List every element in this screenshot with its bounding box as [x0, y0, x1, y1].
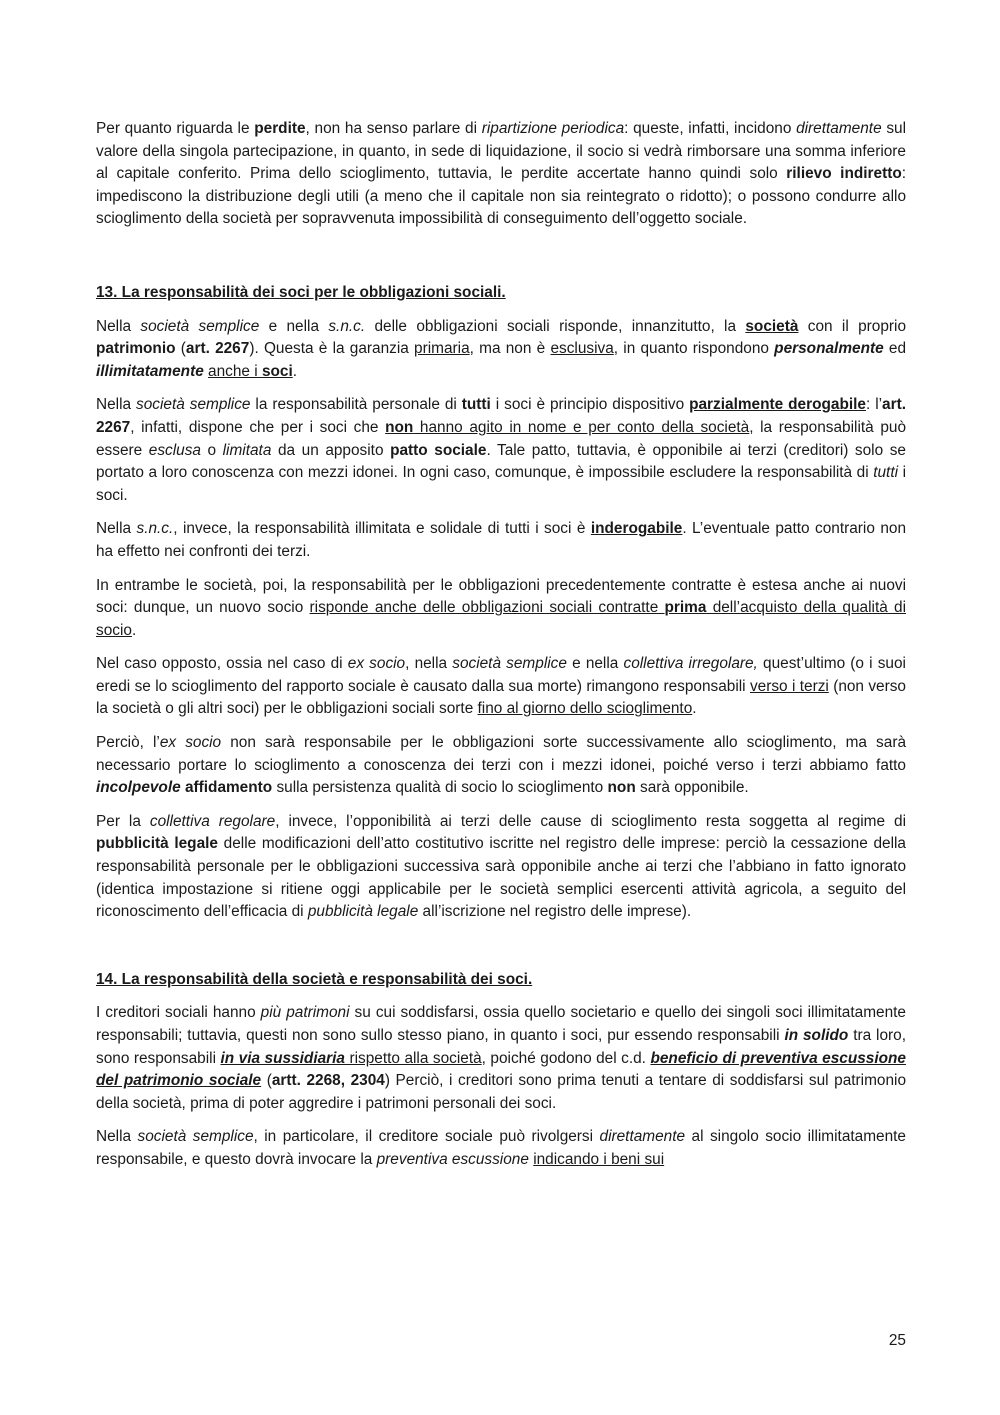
text-run: (	[175, 340, 186, 358]
text-run: sulla persistenza qualità di socio lo scioglimento	[272, 779, 608, 797]
text-run: anche i	[208, 362, 262, 380]
text-run: e nella	[566, 655, 624, 673]
text-run: . L’eventuale patto contrario non ha effetto nei confronti dei terzi.	[96, 520, 906, 560]
text-run: rispetto alla società	[344, 1049, 482, 1067]
text-run: all’iscrizione nel registro delle imprese).	[418, 903, 692, 921]
text-run: patto sociale	[390, 441, 487, 459]
text-run: pubblicità legale	[307, 903, 419, 921]
paragraph-ex-socio	[96, 653, 906, 721]
section-gap	[96, 242, 906, 282]
text-run: indicando i beni sui	[533, 1150, 665, 1168]
text-run: rilievo indiretto	[786, 165, 902, 183]
text-run: perdite	[254, 120, 306, 137]
text-run: Per la	[96, 812, 150, 830]
paragraph-nuovi-soci	[96, 575, 906, 643]
text-run: , invece, la responsabilità illimitata e solidale di tutti i soci è	[173, 520, 591, 538]
text-run: . Tale patto, tuttavia, è opponibile ai terzi (creditori) solo se portato a loro conoscenza con mezzi idonei. In ogni caso, comunque, è impossibile escludere la responsabilità di	[96, 441, 906, 482]
text-run: soci	[261, 362, 293, 380]
text-run: esclusiva	[550, 340, 614, 358]
text-run: ). Questa è la garanzia	[249, 340, 415, 358]
text-run: sarà opponibile.	[635, 779, 749, 797]
text-run: limitata	[222, 441, 272, 459]
text-run: Perciò, l’	[96, 734, 160, 752]
text-run: : impediscono la distribuzione degli utili (a meno che il capitale non sia reintegrato o ridotto); o possono condurre allo scioglimento della società per sopravvenuta impossibilità di conseguimento dell’oggetto sociale.	[96, 165, 906, 228]
text-run: da un apposito	[271, 441, 391, 459]
text-run: , in quanto rispondono	[613, 340, 775, 358]
text-run: , la responsabilità può essere	[96, 418, 906, 459]
text-run: Nella	[96, 396, 137, 414]
paragraph-collettiva-regolare	[96, 811, 906, 924]
text-run: Nella	[96, 1128, 138, 1146]
text-run: quest’ultimo (o i suoi eredi se lo scioglimento del rapporto sociale è causato dalla sua morte) rimangono responsabili	[96, 655, 906, 695]
text-run: Per quanto riguarda le	[96, 120, 255, 137]
text-run: la responsabilità personale di	[250, 396, 462, 414]
text-run: Nel caso opposto, ossia nel caso di	[96, 655, 348, 673]
text-run: primaria	[414, 340, 470, 358]
text-run: inderogabile	[590, 520, 683, 538]
text-run: esclusa	[148, 441, 201, 459]
text-run: illimitatamente	[96, 362, 204, 380]
text-run: delle obbligazioni sociali risponde, innanzitutto, la	[365, 317, 746, 335]
text-run: e nella	[259, 317, 329, 335]
text-run: ) Perciò, i creditori sono prima tenuti a tentare di soddisfarsi sul patrimonio della società, prima di poter aggredire i patrimoni personali dei soci.	[96, 1072, 907, 1112]
document-page	[96, 118, 906, 1183]
text-run: parzialmente derogabile	[689, 396, 866, 414]
text-run: .	[692, 700, 697, 718]
text-run: incolpevole	[96, 779, 181, 797]
paragraph-snc	[96, 518, 906, 563]
text-run: art. 2267	[96, 396, 906, 436]
text-run: ex socio	[347, 655, 406, 673]
text-run: collettiva regolare	[149, 812, 276, 830]
text-run: , invece, l’opponibilità ai terzi delle cause di scioglimento resta soggetta al regime di	[275, 812, 907, 830]
text-run: Nella	[96, 317, 141, 335]
text-run: tra loro, sono responsabili	[96, 1027, 906, 1067]
text-run: tutti	[461, 396, 491, 414]
text-run: I creditori sociali hanno	[96, 1004, 261, 1022]
text-run: : queste, infatti, incidono	[624, 120, 797, 137]
text-run: ripartizione periodica	[481, 120, 625, 137]
text-run: art. 2267	[185, 340, 250, 358]
text-run: i soci è principio dispositivo	[490, 396, 690, 414]
section-13-heading: 13. La responsabilità dei soci per le obbligazioni sociali.	[96, 283, 506, 301]
text-run: non	[385, 418, 414, 436]
text-run: dell’acquisto della qualità di socio	[96, 599, 907, 639]
text-run: fino al giorno dello scioglimento	[477, 700, 693, 718]
page-number: 25	[888, 1332, 906, 1349]
text-run: artt. 2268, 2304	[271, 1072, 385, 1090]
text-run: tutti	[873, 464, 899, 482]
text-run: in solido	[784, 1027, 849, 1044]
text-run: ed	[883, 340, 907, 358]
text-run: preventiva escussione	[376, 1150, 529, 1168]
text-run: , nella	[405, 655, 453, 673]
paragraph-creditori-sociali	[96, 1002, 906, 1115]
text-run: (	[261, 1072, 272, 1090]
paragraph-societa-semplice	[96, 394, 906, 507]
text-run: affidamento	[184, 779, 273, 797]
paragraph-preventiva-escussione	[96, 1126, 906, 1171]
text-run: Nella	[96, 520, 137, 538]
text-run: direttamente	[599, 1128, 686, 1146]
text-run: , non ha senso parlare di	[305, 120, 482, 137]
text-run: società	[745, 317, 799, 335]
text-run: personalmente	[774, 340, 884, 358]
text-run: al singolo socio illimitatamente responsabile, e questo dovrà invocare la	[96, 1128, 906, 1168]
text-run: in via sussidiaria	[220, 1049, 345, 1067]
text-run: beneficio di preventiva escussione del patrimonio sociale	[96, 1049, 906, 1090]
text-run: hanno agito in nome e per conto della società	[413, 418, 750, 436]
text-run: (non verso la società o gli altri soci) per le obbligazioni sociali sorte	[96, 677, 906, 718]
text-run: direttamente	[796, 120, 882, 137]
text-run: prima	[664, 599, 707, 617]
text-run: patrimonio	[96, 340, 176, 358]
text-run: società semplice	[140, 317, 260, 335]
text-run: su cui soddisfarsi, ossia quello societario e quello dei singoli soci illimitatamente responsabili; tuttavia, questi non sono sullo stesso piano, in quanto i soci, pur essendo responsabili	[96, 1004, 906, 1044]
text-run: con il proprio	[798, 317, 906, 335]
text-run: i soci.	[96, 464, 906, 504]
text-run: : l’	[865, 396, 883, 414]
text-run: , in particolare, il creditore sociale può rivolgersi	[253, 1128, 600, 1146]
text-run: ex socio	[159, 734, 222, 752]
section-14-heading: 14. La responsabilità della società e responsabilità dei soci.	[96, 970, 533, 988]
text-run: s.n.c.	[328, 317, 366, 335]
text-run: , infatti, dispone che per i soci che	[130, 418, 386, 436]
text-run: società semplice	[136, 396, 251, 414]
text-run: , ma non è	[469, 340, 551, 358]
paragraph-perdite	[96, 118, 906, 231]
paragraph-affidamento	[96, 732, 906, 800]
text-run: verso i terzi	[749, 677, 829, 695]
text-run: delle modificazioni dell’atto costitutivo iscritte nel registro delle imprese: perciò la cessazione della responsabilità personale per le obbligazioni successiva sarà opponibile anche ai terzi che l’abbiano in fatto ignorato (identica impostazione si ritiene oggi applicabile per le società semplici esercenti attività agricola, a seguito del riconoscimento dell’efficacia di	[96, 835, 906, 921]
text-run: o	[200, 441, 223, 459]
text-run: più patrimoni	[260, 1004, 350, 1022]
text-run: In entrambe le società, poi, la responsabilità per le obbligazioni precedentemente contratte è estesa anche ai nuovi soci: dunque, un nuovo socio	[96, 576, 906, 617]
section-gap	[96, 935, 906, 969]
text-run: pubblicità legale	[96, 835, 218, 853]
text-run: società semplice	[452, 655, 567, 673]
text-run: , poiché godono del c.d.	[481, 1049, 651, 1067]
text-run: non sarà responsabile per le obbligazioni sorte successivamente allo scioglimento, ma sarà necessario portare lo scioglimento a conoscenza dei terzi con i mezzi idonei, poiché verso i terzi abbiamo fatto	[96, 734, 906, 774]
text-run: s.n.c.	[136, 520, 174, 538]
paragraph-responsabilita-societa	[96, 316, 906, 384]
text-run: società semplice	[137, 1128, 254, 1146]
text-run: .	[131, 621, 137, 639]
text-run: sul valore della singola partecipazione, in quanto, in sede di liquidazione, il socio si vedrà rimborsare una somma inferiore al capitale conferito. Prima dello scioglimento, tuttavia, le perdite accertate hanno quindi solo	[96, 120, 907, 183]
text-run: .	[292, 362, 298, 380]
text-run: collettiva irregolare,	[623, 655, 758, 673]
text-run: non	[607, 779, 636, 797]
text-run: risponde anche delle obbligazioni sociali contratte	[309, 599, 665, 617]
